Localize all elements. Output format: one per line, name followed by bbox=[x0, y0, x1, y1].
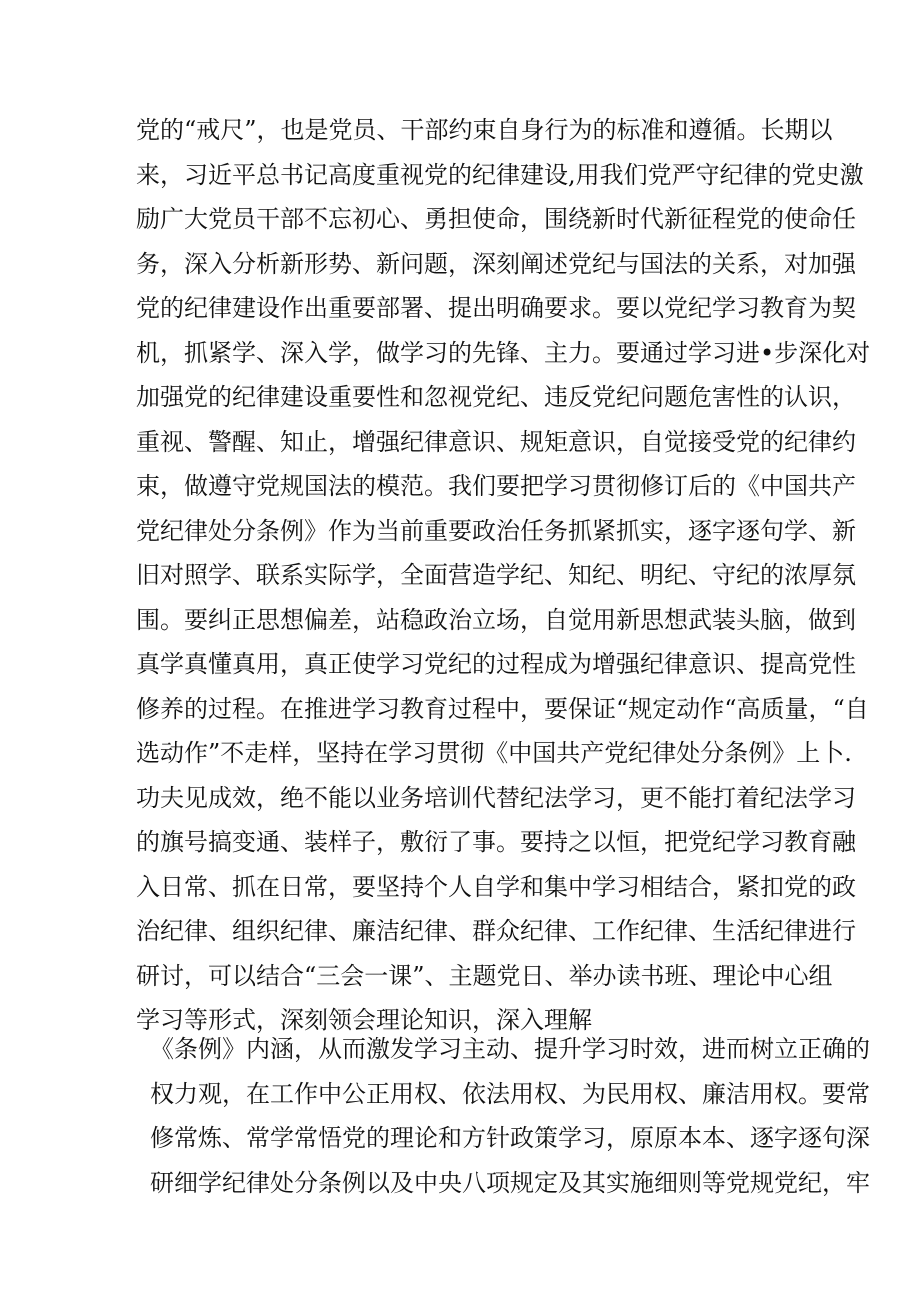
text-line: 研细学纪律处分条例以及中央八项规定及其实施细则等党规党纪，牢 bbox=[150, 1168, 870, 1197]
text-line: 党的纪律建设作出重要部署、提出明确要求。要以党纪学习教育为契 bbox=[136, 294, 856, 322]
text-line: 修常炼、常学常悟党的理论和方针政策学习，原原本本、逐字逐句深 bbox=[150, 1124, 870, 1152]
text-line: 学习等形式，深刻领会理论知识，深入理解 bbox=[136, 1006, 592, 1034]
text-line: 权力观，在工作中公正用权、依法用权、为民用权、廉洁用权。要常 bbox=[150, 1079, 870, 1108]
text-line: 励广大党员干部不忘初心、勇担使命，围绕新时代新征程党的使命任 bbox=[136, 205, 856, 233]
text-line: 治纪律、组织纪律、廉洁纪律、群众纪律、工作纪律、生活纪律进行 bbox=[136, 917, 856, 945]
paragraph-1 bbox=[136, 108, 871, 1043]
text-line: 的旗号搞变通、装样子，敷衍了事。要持之以恒，把党纪学习教育融 bbox=[136, 828, 856, 856]
text-line: 党的“戒尺”，也是党员、干部约束自身行为的标准和遵循。长期以 bbox=[136, 116, 833, 144]
text-line: 加强党的纪律建设重要性和忽视党纪、违反党纪问题危害性的认识， bbox=[136, 383, 856, 411]
paragraph-2 bbox=[150, 1027, 870, 1205]
text-line: 真学真懂真用，真正使学习党纪的过程成为增强纪律意识、提高党性 bbox=[136, 650, 856, 678]
text-line: 机，抓紧学、深入学，做学习的先锋、主力。要通过学习进•步深化对 bbox=[136, 338, 871, 367]
text-line: 重视、警醒、知止，增强纪律意识、规矩意识，自觉接受党的纪律约 bbox=[136, 427, 856, 456]
text-line: 来，习近平总书记高度重视党的纪律建设,用我们党严守纪律的党史激 bbox=[136, 160, 864, 189]
text-line: 入日常、抓在日常，要坚持个人自学和集中学习相结合，紧扣党的政 bbox=[136, 872, 856, 901]
text-line: 修养的过程。在推进学习教育过程中，要保证“规定动作“高质量，“自 bbox=[136, 694, 869, 723]
text-line: 旧对照学、联系实际学，全面营造学纪、知纪、明纪、守纪的浓厚氛 bbox=[136, 561, 856, 589]
text-line: 功夫见成效，绝不能以业务培训代替纪法学习，更不能打着纪法学习 bbox=[136, 783, 856, 812]
text-line: 选动作”不走样，坚持在学习贯彻《中国共产党纪律处分条例》上卜. bbox=[136, 739, 852, 767]
text-line: 围。要纠正思想偏差，站稳政治立场，自觉用新思想武装头脑，做到 bbox=[136, 605, 856, 634]
text-line: 束，做遵守党规国法的模范。我们要把学习贯彻修订后的《中国共产 bbox=[136, 472, 856, 500]
text-line: 党纪律处分条例》作为当前重要政治任务抓紧抓实，逐字逐句学、新 bbox=[136, 516, 856, 545]
text-line: 研讨，可以结合“三会一课”、主题党日、举办读书班、理论中心组 bbox=[136, 961, 833, 990]
text-line: 务，深入分析新形势、新问题，深刻阐述党纪与国法的关系，对加强 bbox=[136, 249, 856, 278]
text-line: 《条例》内涵，从而激发学习主动、提升学习时效，进而树立正确的 bbox=[150, 1035, 870, 1063]
